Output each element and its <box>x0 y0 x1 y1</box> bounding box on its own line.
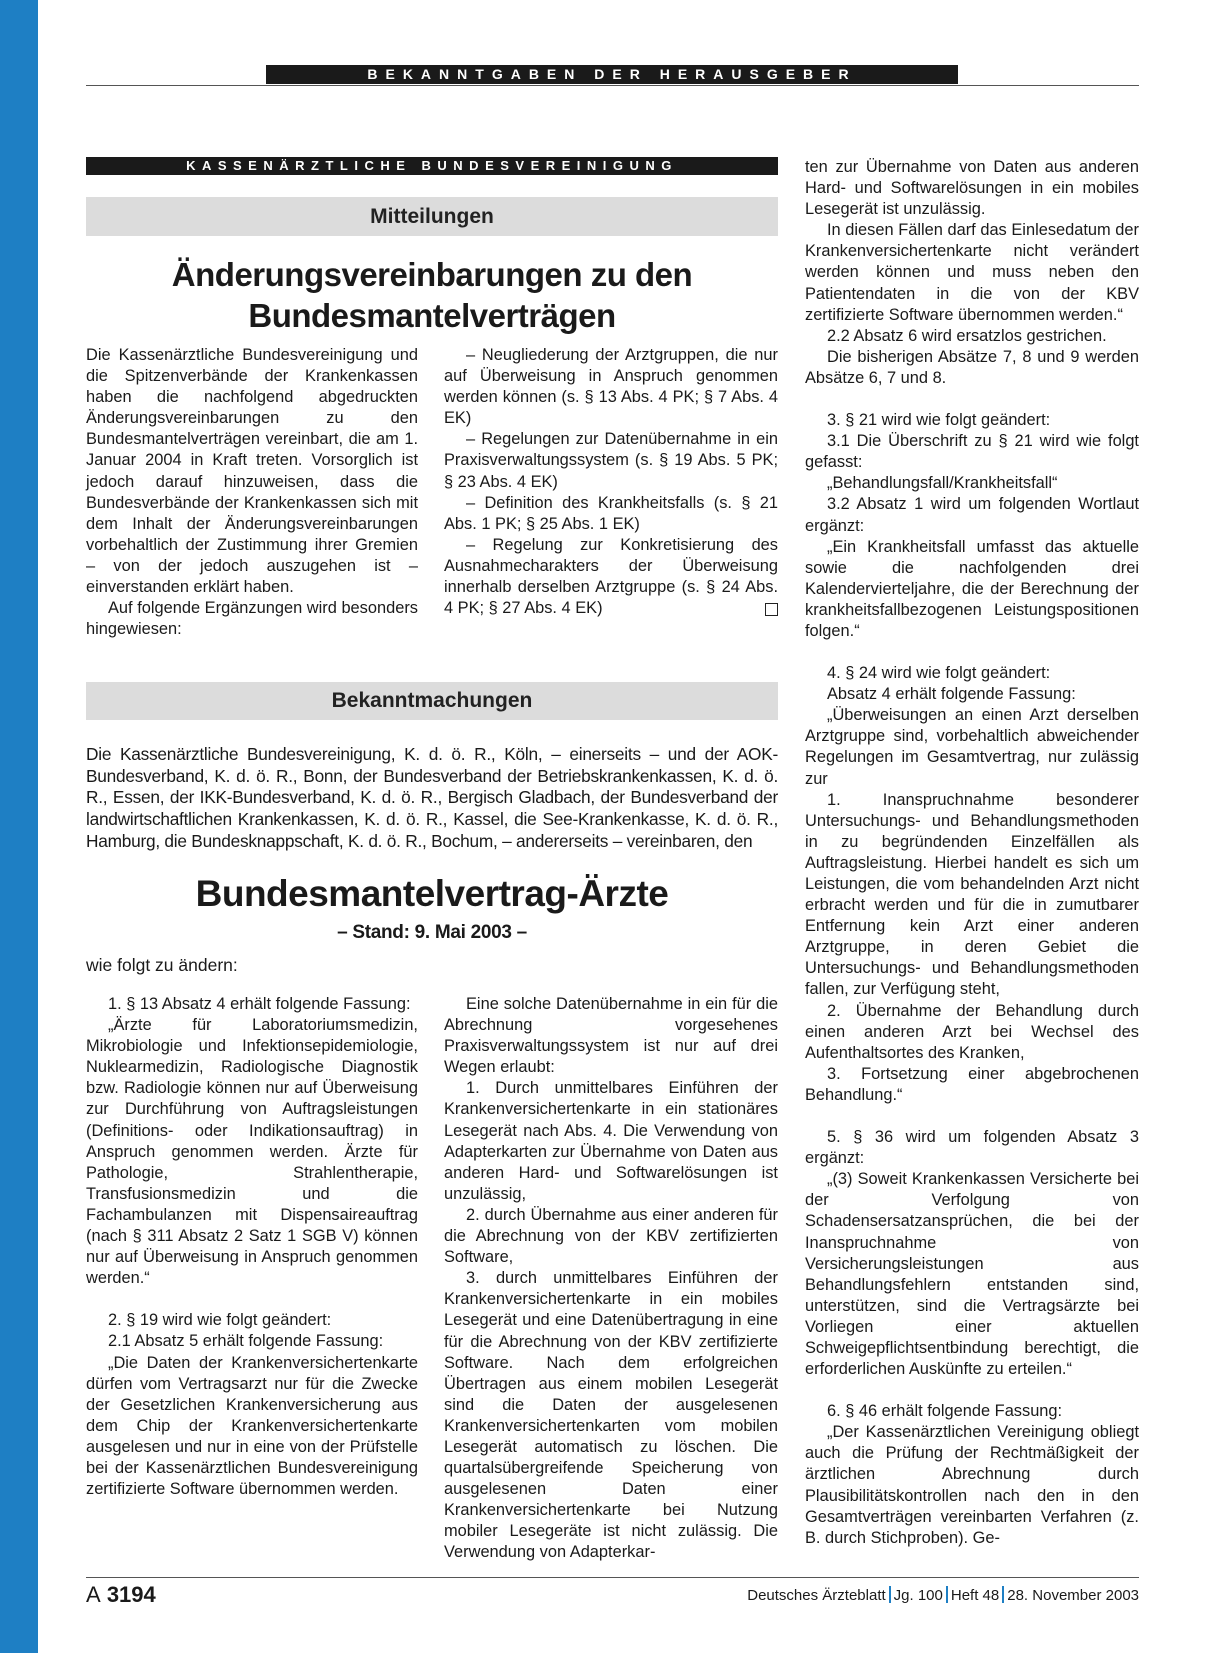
paragraph: 2. Übernahme der Behandlung durch einen anderen Arzt bei Wechsel des Aufenthaltsortes des Kranken, <box>805 1001 1139 1062</box>
list-item: – Definition des Krankheitsfalls (s. § 21 Abs. 1 PK; § 25 Abs. 1 EK) <box>444 493 778 533</box>
article-title <box>86 254 778 336</box>
paragraph: ten zur Übernahme von Daten aus anderen Hard- und Softwarelösungen in ein mobiles Lesegerät ist unzulässig. <box>805 158 1139 219</box>
paragraph: Eine solche Datenübernahme in ein für die Abrechnung vorgesehenes Praxisverwaltungssystem ist nur auf drei Wegen erlaubt: <box>444 995 778 1077</box>
right-column <box>805 157 1139 1549</box>
journal-date: 28. November 2003 <box>1007 1587 1139 1604</box>
header-band: BEKANNTGABEN DER HERAUSGEBER <box>266 65 958 84</box>
paragraph: 3. durch unmittelbares Einführen der Krankenversichertenkarte in ein mobiles Lesegerät und eine Datenübertragung in eine für die Abrechnung von der KBV zertifizierte Software. Nach dem erfolgreichen Übertragen aus einem mobilen Lesegerät sind die Daten der ausgelesenen Krankenversichertenkarten vom mobilen Lesegerät automatisch zu löschen. Die quartalsübergreifende Speicherung von ausgelesenen Daten einer Krankenversichertenkarte bei Nutzung mobiler Lesegeräte ist nicht zulässig. Die Verwendung von Adapterkar- <box>444 1269 778 1562</box>
contract-title: Bundesmantelvertrag-Ärzte <box>195 873 669 914</box>
separator <box>1002 1586 1004 1603</box>
article-title-line1: Änderungsvereinbarungen zu den <box>171 256 693 293</box>
section-band: KASSENÄRZTLICHE BUNDESVEREINIGUNG <box>86 157 778 175</box>
journal-name: Deutsches Ärzteblatt <box>747 1587 886 1604</box>
page-prefix: A <box>86 1582 101 1607</box>
paragraph: „Die Daten der Krankenversichertenkarte dürfen vom Vertragsarzt nur für die Zwecke der Gesetzlichen Krankenversicherung aus dem Chip der Krankenversichertenkarte ausgelesen und nur in eine von der Prüfstelle bei der Kassenärztlichen Bundesvereinigung zertifizierte Software übernommen werden. <box>86 1353 418 1499</box>
separator <box>946 1586 948 1603</box>
paragraph: 2.1 Absatz 5 erhält folgende Fassung: <box>108 1332 384 1351</box>
blue-side-bar <box>0 0 38 1653</box>
paragraph: 2. durch Übernahme aus einer anderen für die Abrechnung von der KBV zertifizierten Software, <box>444 1205 778 1267</box>
paragraph: 1. Durch unmittelbares Einführen der Krankenversichertenkarte in ein stationäres Lesegerät nach Abs. 4. Die Verwendung von Adapterkarten zur Übernahme von Daten aus anderen Hard- und Softwarelösungen ist unzulässig, <box>444 1079 778 1203</box>
paragraph: 3. Fortsetzung einer abgebrochenen Behandlung.“ <box>805 1064 1139 1104</box>
list-item <box>444 535 778 619</box>
contract-intro: wie folgt zu ändern: <box>86 955 238 975</box>
mitteilungen-heading: Mitteilungen <box>86 197 778 236</box>
paragraph: „(3) Soweit Krankenkassen Versicherte bei der Verfolgung von Schadensersatzansprüchen, die bei der Inanspruchnahme von Versicherungsleistungen aus Behandlungsfehlern entstanden sind, unterstützen, sind die Vertragsärzte bei Vorliegen einer aktuellen Schweigepflichtsentbindung berechtigt, die erforderlichen Auskünfte zu erteilen.“ <box>805 1170 1139 1379</box>
page-number <box>86 1582 156 1608</box>
intro-paragraph: Die Kassenärztliche Bundesvereinigung, K. d. ö. R., Köln, – einerseits – und der AOK-Bundesverband, K. d. ö. R., Bonn, der Bundesverband der Betriebskrankenkassen, K. d. ö. R., Essen, der IKK-Bundesverband, K. d. ö. R., Bergisch Gladbach, der Bundesverband der landwirtschaftlichen Krankenkassen, K. d. ö. R., Kassel, die See-Krankenkasse, K. d. ö. R., Hamburg, die Bundesknappschaft, K. d. ö. R., Bochum, – andererseits – vereinbaren, den <box>86 744 778 851</box>
contract-left-column <box>86 994 418 1500</box>
paragraph: 3. § 21 wird wie folgt geändert: <box>827 411 1051 430</box>
paragraph: 4. § 24 wird wie folgt geändert: <box>827 664 1051 683</box>
paragraph: 2. § 19 wird wie folgt geändert: <box>108 1311 332 1330</box>
paragraph: 5. § 36 wird um folgenden Absatz 3 ergänzt: <box>805 1128 1139 1168</box>
paragraph: 1. § 13 Absatz 4 erhält folgende Fassung: <box>108 995 411 1013</box>
contract-middle-column <box>444 994 778 1564</box>
paragraph: „Der Kassenärztlichen Vereinigung obliegt auch die Prüfung der Rechtmäßigkeit der ärztlichen Abrechnung durch Plausibilitätskontrollen nach den in den Gesamtverträgen vereinbarten Verfahren (z. B. durch Stichproben). Ge- <box>805 1423 1139 1547</box>
paragraph: Die bisherigen Absätze 7, 8 und 9 werden Absätze 6, 7 und 8. <box>805 347 1139 387</box>
page-number-value: 3194 <box>106 1582 156 1607</box>
paragraph: 3.1 Die Überschrift zu § 21 wird wie folgt gefasst: <box>805 432 1139 472</box>
journal-issue: Heft 48 <box>950 1587 1000 1604</box>
article-title-line2: Bundesmantelverträgen <box>248 297 616 334</box>
paragraph: Die Kassenärztliche Bundesvereinigung und die Spitzenverbände der Krankenkassen haben die nachfolgend abgedruckten Änderungsvereinbarungen zu den Bundesmantelverträgen vereinbart, die am 1. Januar 2004 in Kraft treten. Vorsorglich ist jedoch darauf hinzuweisen, dass die Bundesverbände der Krankenkassen sich mit dem Inhalt der Änderungsvereinbarungen vorbehaltlich der Zustimmung ihrer Gremien – von der jedoch auszugehen ist – einverstanden erklärt haben. <box>86 346 418 597</box>
paragraph: „Behandlungsfall/Krankheitsfall“ <box>827 474 1058 493</box>
journal-reference <box>747 1586 1139 1604</box>
footer-rule <box>86 1577 1139 1578</box>
paragraph: Auf folgende Ergänzungen wird besonders hingewiesen: <box>86 599 418 639</box>
list-item: – Regelungen zur Datenübernahme in ein Praxisverwaltungssystem (s. § 19 Abs. 5 PK; § 23 Abs. 4 EK) <box>444 430 778 491</box>
journal-volume: Jg. 100 <box>893 1587 943 1604</box>
paragraph: In diesen Fällen darf das Einlesedatum der Krankenversichertenkarte nicht verändert werden können und muss neben den Patientendaten in die von der KBV zertifizierte Software übernommen werden.“ <box>805 221 1139 324</box>
header-rule <box>86 85 1139 86</box>
paragraph: 3.2 Absatz 1 wird um folgenden Wortlaut ergänzt: <box>805 495 1139 535</box>
paragraph: Absatz 4 erhält folgende Fassung: <box>827 685 1076 704</box>
paragraph: „Ärzte für Laboratoriumsmedizin, Mikrobiologie und Infektionsepidemiologie, Nuklearmedizin, Radiologische Diagnostik bzw. Radiologie können nur auf Überweisung zur Durchführung von Auftragsleistungen (Definitions- oder Indikationsauftrag) in Anspruch genommen werden. Ärzte für Pathologie, Strahlentherapie, Transfusionsmedizin und die Fachambulanzen mit Dispensaireauftrag (nach § 311 Absatz 2 Satz 1 SGB V) können nur auf Überweisung in Anspruch genommen werden.“ <box>86 1016 418 1288</box>
list-item: – Neugliederung der Arztgruppen, die nur auf Überweisung in Anspruch genommen werden können (s. § 13 Abs. 4 PK; § 7 Abs. 4 EK) <box>444 346 778 428</box>
contract-stand: – Stand: 9. Mai 2003 – <box>337 922 527 943</box>
bekanntmachungen-heading: Bekanntmachungen <box>86 682 778 720</box>
end-mark-icon <box>765 603 778 616</box>
paragraph: 1. Inanspruchnahme besonderer Untersuchungs- und Behandlungsmethoden in zu begründenden Einzelfällen als Auftragsleistung. Hierbei handelt es sich um Leistungen, die vom behandelnden Arzt nicht erbracht werden und für die in zumutbarer Entfernung kein Arzt einer anderen Arztgruppe, in deren Gebiet die Untersuchungs- und Behandlungsmethoden fallen, zur Verfügung steht, <box>805 790 1139 999</box>
paragraph: „Ein Krankheitsfall umfasst das aktuelle sowie die nachfolgenden drei Kalendervierteljahre, die der Berechnung der krankheitsfallbezogenen Leistungspositionen folgen.“ <box>805 537 1139 640</box>
paragraph: „Überweisungen an einen Arzt derselben Arztgruppe sind, vorbehaltlich abweichender Regelungen im Gesamtvertrag, nur zulässig zur <box>805 706 1139 788</box>
list-item-text: – Regelung zur Konkretisierung des Ausnahmecharakters der Überweisung innerhalb derselben Arztgruppe (s. § 24 Abs. 4 PK; § 27 Abs. 4 EK) <box>444 535 778 618</box>
mitteilungen-right-column <box>444 345 778 619</box>
paragraph: 6. § 46 erhält folgende Fassung: <box>827 1402 1063 1421</box>
mitteilungen-left-column <box>86 345 418 640</box>
paragraph: 2.2 Absatz 6 wird ersatzlos gestrichen. <box>827 326 1107 345</box>
separator <box>889 1586 891 1603</box>
